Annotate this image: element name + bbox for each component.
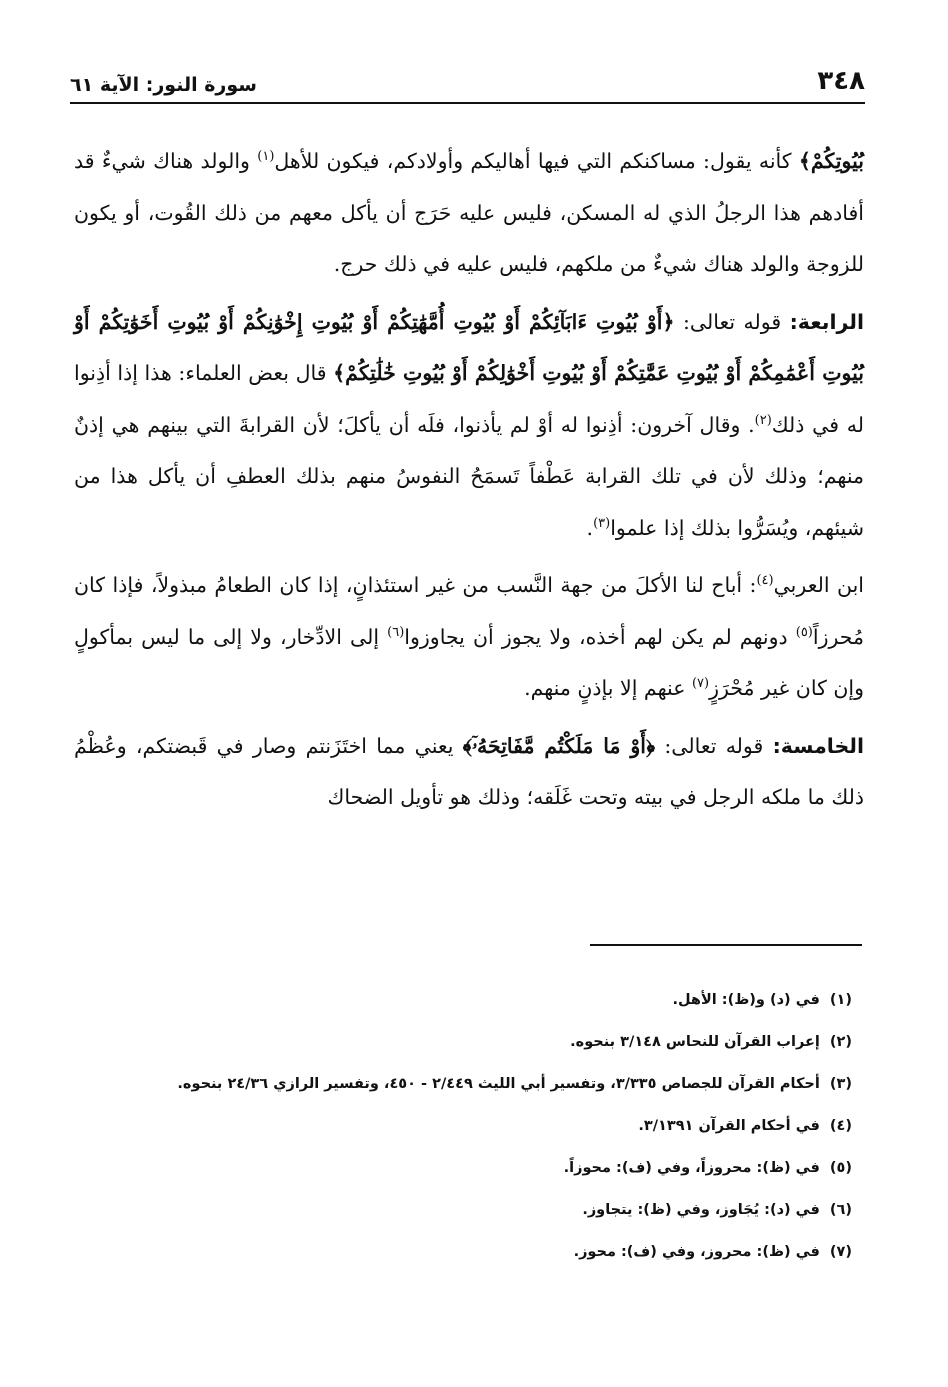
footnote-text: في (ظ): محروز، وفي (ف): محوز. — [573, 1244, 820, 1260]
surah-reference: سورة النور: الآية ٦١ — [70, 74, 257, 96]
footnote-item — [74, 1108, 852, 1144]
section-heading: الرابعة: — [789, 309, 864, 334]
footnote-item — [74, 1066, 852, 1102]
running-header — [70, 64, 865, 104]
body-text: . وقال آخرون: أذِنوا له أوْ لم يأذنوا، فلَه أن يأكلَ؛ لأن القرابةَ التي بينهم هي إذنٌ منهم؛ وذلك لأن في تلك القرابة عَطْفاً تَسمَحُ النفوسُ منهم بذلك العطفِ أن يأكل هذا من شيئهم، ويُسَرُّوا بذلك إذا علموا — [74, 412, 864, 540]
footnote-item — [74, 982, 852, 1018]
footnote-separator — [590, 944, 862, 946]
body-text: عنهم إلا بإذنٍ منهم. — [524, 676, 692, 700]
footnote-number: (٣) — [829, 1076, 852, 1092]
footnote-reference[interactable]: (٦) — [387, 624, 405, 640]
body-text: والولد هناك شيءٌ قد أفادهم هذا الرجلُ الذي له المسكن، فليس عليه حَرَج أن يأكل معهم من ذلك القُوت، أو يكون للزوجة والولد هناك شيءٌ من ملكهم، فليس عليه في ذلك حرج. — [74, 149, 864, 276]
footnote-number: (١) — [829, 992, 852, 1008]
footnote-text: إعراب القرآن للنحاس ٣/١٤٨ بنحوه. — [570, 1034, 820, 1050]
body-text: : أباح لنا الأكلَ من جهة النَّسب من غير استئذانٍ، إذا كان الطعامُ مبذولاً، فإذا كان مُحرزاً — [74, 573, 864, 649]
page-number: ٣٤٨ — [817, 66, 865, 96]
body-text: كأنه يقول: مساكنكم التي فيها أهاليكم وأولادكم، فيكون للأهل — [274, 149, 799, 173]
body-text: قوله تعالى: — [655, 733, 773, 758]
footnote-text: في (ظ): محروزاً، وفي (ف): محوزاً. — [563, 1160, 820, 1176]
footnote-reference[interactable]: (٢) — [754, 412, 772, 428]
footnote-reference[interactable]: (١) — [257, 149, 275, 165]
body-paragraph — [74, 136, 864, 291]
footnote-item — [74, 1150, 852, 1186]
footnote-number: (٢) — [829, 1034, 852, 1050]
footnote-reference[interactable]: (٥) — [795, 624, 813, 640]
footnote-text: أحكام القرآن للجصاص ٣/٣٣٥، وتفسير أبي الليث ٢/٤٤٩ - ٤٥٠، وتفسير الرازي ٢٤/٣٦ بنحوه. — [177, 1076, 820, 1092]
quran-verse: ﴿أَوْ مَا مَلَكْتُم مَّفَاتِحَهُۥٓ﴾ — [462, 733, 656, 758]
footnote-number: (٤) — [829, 1118, 852, 1134]
footnote-number: (٧) — [829, 1244, 852, 1260]
body-text: ابن العربي — [773, 573, 864, 597]
footnote-number: (٥) — [829, 1160, 852, 1176]
body-text: دونهم لم يكن لهم أخذه، ولا يجوز أن يجاوزوا — [404, 624, 796, 649]
body-text: يعني مما اختَزَنتم وصار في قَبضتكم، وعُظْمُ ذلك ما ملكه الرجل في بيته وتحت غَلَقه؛ وذلك هو تأويل الضحاك — [74, 733, 864, 809]
footnote-item — [74, 1024, 852, 1060]
footnote-reference[interactable]: (٤) — [756, 573, 774, 589]
body-paragraph — [74, 560, 864, 715]
footnote-text: في (د) و(ظ): الأهل. — [672, 992, 820, 1008]
footnote-reference[interactable]: (٣) — [593, 515, 611, 531]
body-text: إلى الادِّخار، ولا إلى ما ليس بمأكولٍ وإن كان غير مُحْرَزٍ — [74, 624, 864, 700]
footnote-number: (٦) — [829, 1202, 852, 1218]
body-text: قوله تعالى: — [674, 309, 790, 334]
footnote-text: في أحكام القرآن ٣/١٣٩١. — [638, 1118, 820, 1134]
footnote-item — [74, 1192, 852, 1228]
footnote-text: في (د): يُجَاوز، وفي (ظ): يتجاوز. — [582, 1202, 820, 1218]
footnote-item — [74, 1234, 852, 1270]
main-text — [74, 136, 864, 830]
body-paragraph — [74, 721, 864, 824]
quran-verse: بُيُوتِكُمْ﴾ — [798, 149, 864, 173]
body-text: قال بعض العلماء: هذا إذا أذِنوا له في ذلك — [74, 361, 864, 437]
quran-verse: ﴿أَوْ بُيُوتِ ءَابَآئِكُمْ أَوْ بُيُوتِ أُمَّهَٰتِكُمْ أَوْ بُيُوتِ إِخْوَٰنِكُمْ أَوْ بُيُوتِ أَخَوَٰتِكُمْ أَوْ بُيُوتِ أَعْمَٰمِكُمْ أَوْ بُيُوتِ عَمَّٰتِكُمْ أَوْ بُيُوتِ أَخْوَٰلِكُمْ أَوْ بُيُوتِ خَٰلَٰتِكُمْ﴾ — [74, 309, 864, 385]
body-paragraph — [74, 297, 864, 555]
section-heading: الخامسة: — [772, 733, 864, 758]
footnote-reference[interactable]: (٧) — [691, 676, 710, 692]
footnotes — [74, 982, 852, 1276]
body-text: . — [586, 515, 594, 540]
